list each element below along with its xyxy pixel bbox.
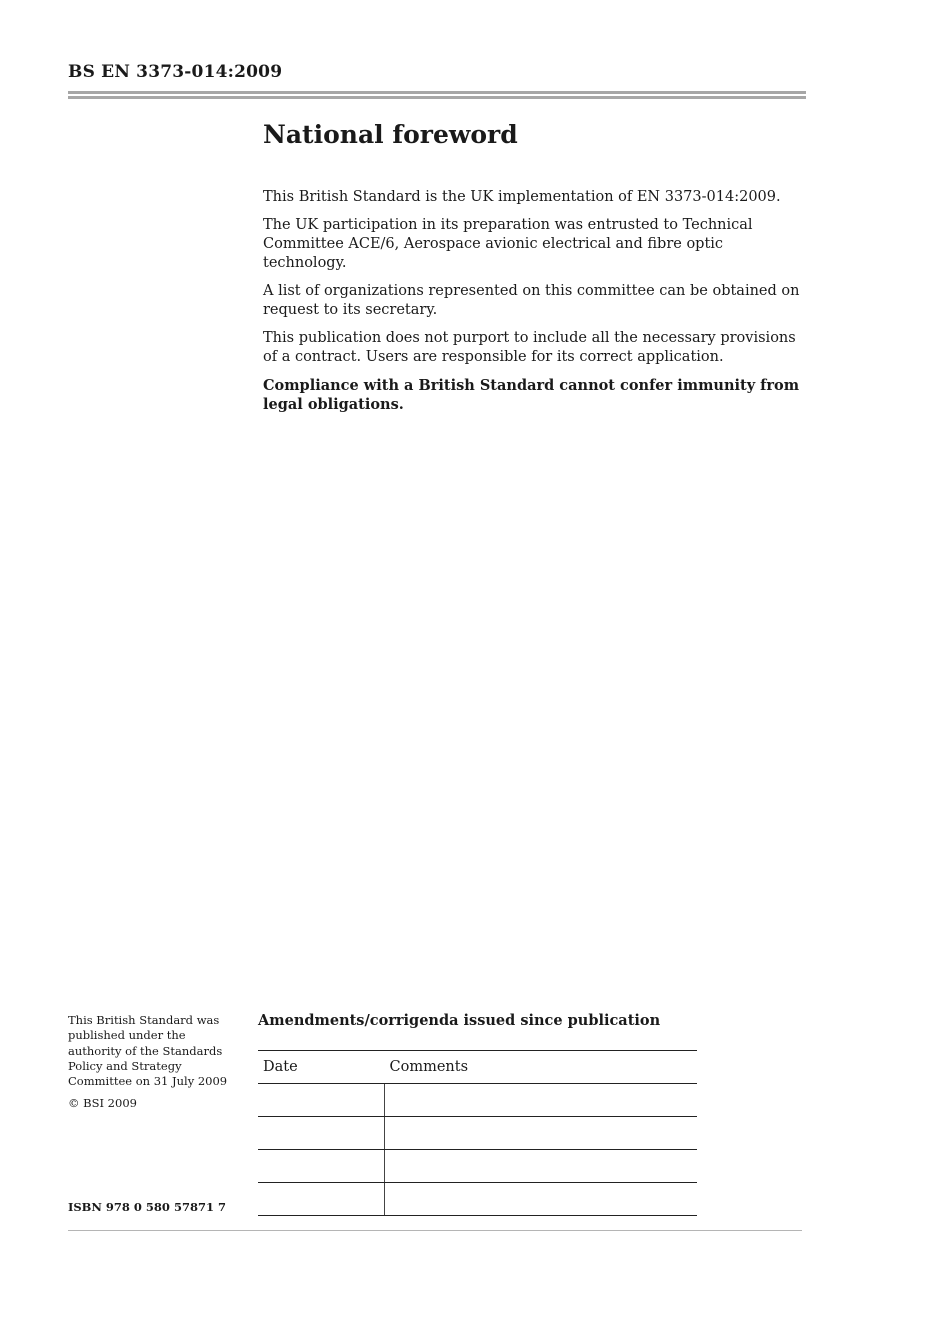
compliance-statement: Compliance with a British Standard cannot confer immunity from legal obligations. (263, 377, 800, 413)
table-header-row (258, 1051, 697, 1084)
comments-cell (385, 1150, 698, 1183)
foreword-paragraph: The UK participation in its preparation was entrusted to Technical Committee ACE/6, Aerospace avionic electrical and fibre optic technology. (263, 217, 753, 271)
comments-cell (385, 1117, 698, 1150)
header-rule-bottom (68, 96, 806, 99)
amendments-table (258, 1050, 697, 1216)
footer-rule (68, 1230, 802, 1231)
publication-note: This British Standard was published under the authority of the Standards Policy and Strategy Committee on 31 July 2009 (68, 1013, 228, 1089)
comments-cell (385, 1183, 698, 1216)
foreword-paragraph: A list of organizations represented on this committee can be obtained on request to its secretary. (263, 283, 800, 318)
date-cell (258, 1084, 385, 1117)
isbn: ISBN 978 0 580 57871 7 (68, 1200, 226, 1214)
header-rule-top (68, 91, 806, 94)
foreword-body (263, 188, 803, 423)
foreword-paragraph: This British Standard is the UK implementation of EN 3373-014:2009. (263, 189, 781, 205)
page-title: National foreword (263, 120, 518, 149)
column-header-comments: Comments (385, 1051, 698, 1084)
amendments-heading: Amendments/corrigenda issued since publication (258, 1012, 661, 1029)
publication-sidebar (68, 1013, 233, 1119)
date-cell (258, 1117, 385, 1150)
comments-cell (385, 1084, 698, 1117)
table-row (258, 1150, 697, 1183)
date-cell (258, 1150, 385, 1183)
foreword-paragraph: This publication does not purport to include all the necessary provisions of a contract. Users are responsible for its correct application. (263, 330, 796, 365)
table-row (258, 1183, 697, 1216)
date-cell (258, 1183, 385, 1216)
column-header-date: Date (258, 1051, 385, 1084)
table-row (258, 1084, 697, 1117)
standard-identifier: BS EN 3373-014:2009 (68, 62, 283, 82)
copyright-notice: © BSI 2009 (68, 1096, 137, 1111)
table-row (258, 1117, 697, 1150)
